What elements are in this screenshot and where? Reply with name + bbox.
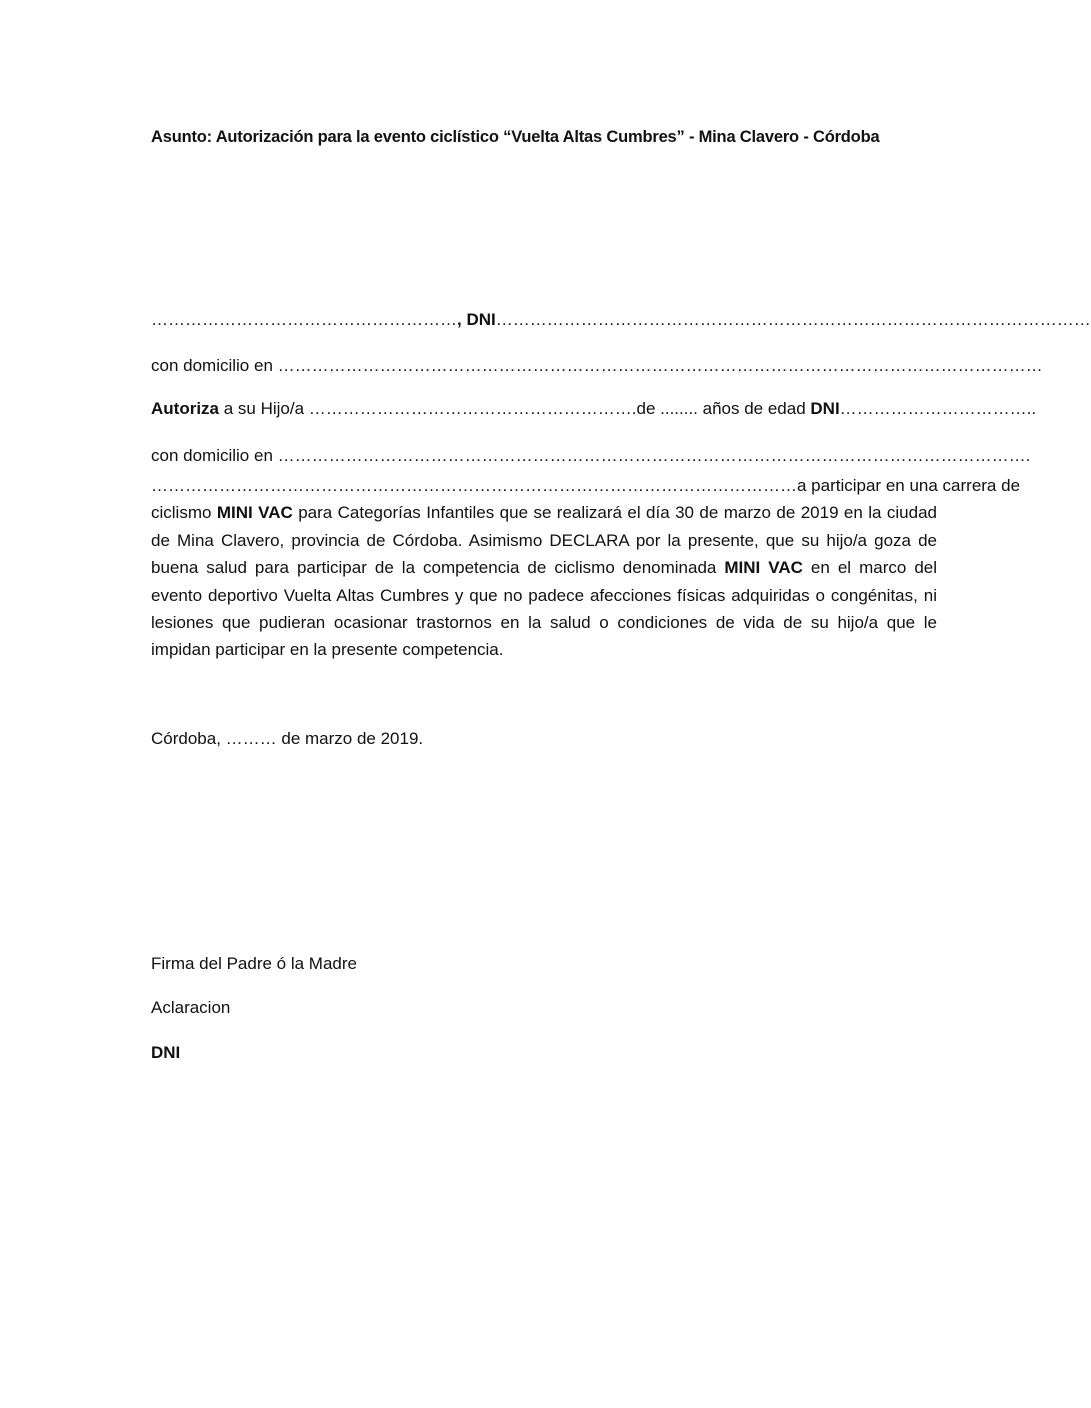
child-domicile-line	[151, 446, 1031, 466]
child-dni-blank: ……………………………..	[839, 399, 1037, 418]
subject-heading: Asunto: Autorización para la evento ciclístico “Vuelta Altas Cumbres” - Mina Clavero - Córdoba	[151, 128, 880, 146]
child-fields: a su Hijo/a ………………………………………………….de ........ años de edad	[219, 399, 811, 418]
declaration-paragraph	[151, 472, 1021, 664]
autoriza-label: Autoriza	[151, 399, 219, 418]
domicile-line	[151, 356, 1043, 376]
child-dni-label: DNI	[810, 399, 840, 418]
dni-label: , DNI	[457, 310, 496, 329]
mini-vac-2: MINI VAC	[724, 558, 803, 578]
name-dni-line	[151, 310, 1091, 330]
mini-vac-1: MINI VAC	[216, 503, 293, 523]
domicile-blank: ………………………………………………………………………………………………………………………	[277, 356, 1043, 375]
paragraph-text-3: en el marco del evento deportivo Vuelta Altas Cumbres y que no padece afecciones físicas adquiridas o congénitas, ni lesiones que pudieran ocasionar trastornos en la salud o condiciones de vida de su hijo/a que le impidan participar en la presente competencia.	[151, 558, 938, 660]
signature-label: Firma del Padre ó la Madre	[151, 954, 357, 973]
child-domicile-blank: …………………………………………………………………………………………………………………….	[277, 446, 1031, 465]
clarification-label: Aclaracion	[151, 998, 231, 1017]
dni-blank: ……………………………………………………………………………………………	[495, 310, 1091, 329]
first-line-tail: a participar en una carrera de	[797, 476, 1021, 495]
domicile-label: con domicilio en	[151, 356, 278, 375]
signature-dni-label: DNI	[151, 1043, 181, 1062]
place-date: Córdoba, ……… de marzo de 2019.	[151, 729, 424, 748]
lead-blank: ……………………………………………………………………………………………………	[151, 476, 797, 495]
child-domicile-label: con domicilio en	[151, 446, 278, 465]
paragraph-first-line	[151, 472, 1021, 499]
paragraph-text-1: ciclismo	[151, 503, 217, 523]
authorization-line	[151, 399, 1037, 419]
name-blank: ………………………………………………	[151, 310, 457, 329]
paragraph-text-2: para Categorías Infantiles que se realizará el día 30 de marzo de 2019 en la ciudad de Mina Clavero, provincia de Córdoba. Asimismo DECLARA por la presente, que su hijo/a goza de buena salud para participar de la competencia de ciclismo denominada	[151, 503, 937, 578]
